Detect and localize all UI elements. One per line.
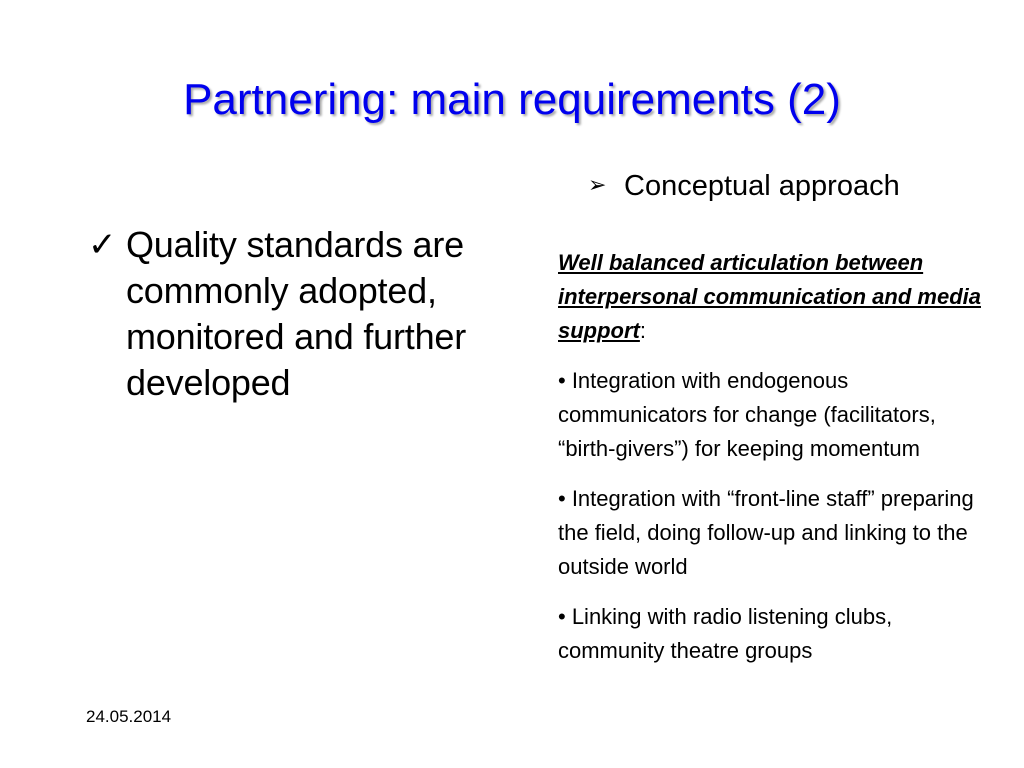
list-item [88, 222, 508, 406]
right-column [558, 166, 998, 668]
emphasis-suffix: : [639, 318, 647, 343]
arrow-bullet-icon: ➢ [588, 173, 607, 198]
left-bullet-list [88, 222, 508, 406]
emphasis-text: Well balanced articulation between interpersonal communication and media support [558, 250, 981, 343]
list-item-text: Quality standards are commonly adopted, monitored and further developed [126, 224, 466, 403]
bullet-item-3: • Linking with radio listening clubs, community theatre groups [558, 604, 893, 663]
bullet-item-2: • Integration with “front-line staff” preparing the field, doing follow-up and linking to the outside world [558, 486, 974, 579]
emphasis-paragraph [558, 246, 998, 348]
bullet-item-1: • Integration with endogenous communicators for change (facilitators, “birth-givers”) for keeping momentum [558, 368, 936, 461]
approach-heading [588, 166, 998, 206]
approach-heading-text: Conceptual approach [624, 170, 900, 202]
slide-title: Partnering: main requirements (2) [183, 75, 841, 124]
footer-date: 24.05.2014 [86, 707, 172, 726]
checkmark-icon: ✓ [88, 225, 117, 265]
